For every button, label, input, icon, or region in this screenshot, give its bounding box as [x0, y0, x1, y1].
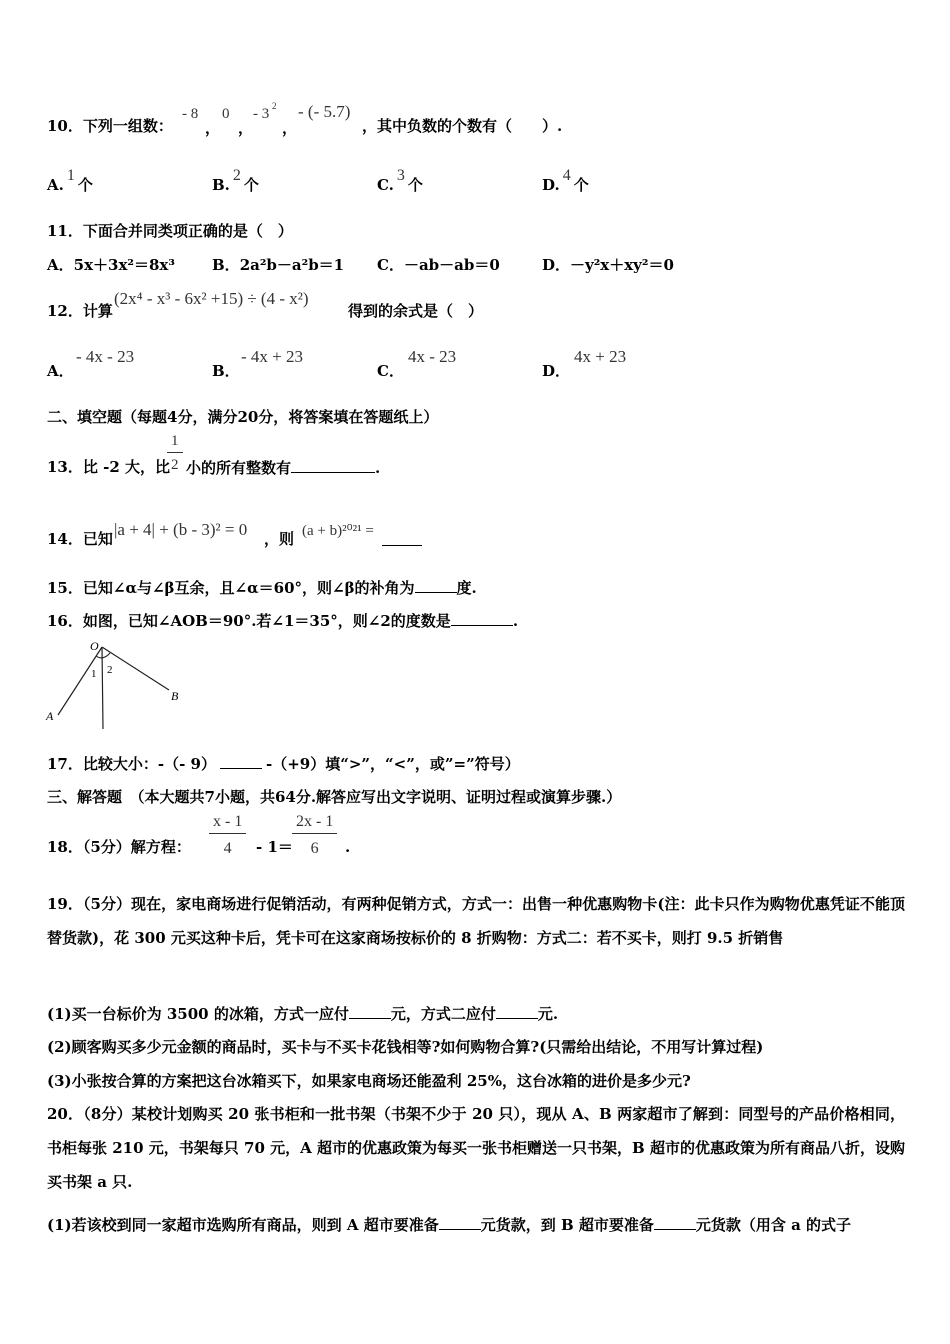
q15-line — [47, 578, 477, 597]
q20-sub-1 — [47, 1215, 851, 1234]
label-o: O — [90, 639, 99, 653]
q19-sub-1 — [47, 1004, 558, 1023]
q10-option-d-unit: 个 — [573, 176, 589, 194]
q17-line — [47, 754, 520, 773]
q20-sub-1-b: 元货款，到 B 超市要准备 — [480, 1216, 654, 1234]
q10-option-d-value: 4 — [562, 167, 571, 184]
q14-expression: |a + 4| + (b - 3)² = 0 — [114, 520, 248, 539]
q18-fraction-2 — [292, 813, 337, 858]
q13-text-b-line — [186, 458, 380, 477]
q11-option-b-expr: 2a²b－a²b＝1 — [239, 256, 345, 274]
q13-fraction — [167, 433, 183, 474]
q10-option-a-letter: A. — [47, 176, 64, 194]
q13-fraction-den: 2 — [171, 457, 179, 473]
q11-option-d-expr: －y²x＋xy²＝0 — [570, 256, 674, 274]
q10-option-b-letter: B. — [212, 176, 230, 194]
q12-option-c-expr: 4x - 23 — [408, 347, 457, 366]
q18-fraction-1 — [209, 813, 246, 858]
q10-num-2: 0 — [222, 106, 230, 122]
q15-number: 15． — [47, 579, 83, 597]
q13-fraction-num: 1 — [171, 433, 179, 449]
q13-text-a: 比 -2 大，比 — [82, 458, 170, 476]
q10-sep-1: ， — [205, 121, 221, 137]
q10-num-3-exp: 2 — [272, 101, 277, 111]
q13-line — [47, 458, 170, 476]
q10-sep-3: ， — [282, 121, 298, 137]
q14-text-b: ，则 — [264, 530, 295, 548]
q10-option-a-value: 1 — [66, 167, 75, 184]
q20-number: 20． — [47, 1105, 84, 1123]
q15-answer-blank[interactable] — [415, 578, 457, 593]
q10-num-1: - 8 — [182, 106, 199, 122]
q10-option-d-letter: D. — [542, 176, 560, 194]
q12-option-c-letter: C． — [377, 362, 404, 380]
q19-sub-1-b: 元，方式二应付 — [390, 1005, 496, 1023]
q10-option-c-unit: 个 — [407, 176, 423, 194]
ray-oc — [102, 647, 103, 729]
q18-mid: - 1＝ — [256, 838, 293, 856]
q11-option-b-letter: B． — [212, 256, 240, 274]
q19-sub-2: (2)顾客购买多少元金额的商品时，买卡与不买卡花钱相等?如何购物合算?(只需给出结论，不用写计算过程) — [47, 1038, 764, 1056]
q12-text-a: 计算 — [82, 302, 113, 320]
q18-fraction-1-den: 4 — [223, 840, 232, 857]
q12-option-a-letter: A． — [47, 362, 74, 380]
q17-text-a: 比较大小：-（- 9） — [82, 755, 216, 773]
q12-option-a-expr: - 4x - 23 — [76, 347, 135, 366]
q12-option-c — [377, 362, 404, 380]
q10-option-c-letter: C. — [377, 176, 394, 194]
q11-option-a-letter: A． — [47, 256, 74, 274]
q18-fraction-2-num: 2x - 1 — [296, 813, 334, 830]
q12-option-b-expr: - 4x + 23 — [241, 347, 303, 366]
q10-option-c-value: 3 — [396, 167, 405, 184]
q20-answer-blank-2[interactable] — [654, 1215, 696, 1230]
q12-line — [47, 302, 113, 320]
q12-option-d-letter: D． — [542, 362, 571, 380]
q10-sep-2: ， — [238, 121, 254, 137]
q10-number: 10． — [47, 117, 83, 135]
q13-text-b: 小的所有整数有 — [186, 459, 292, 477]
q20-text: （8分）某校计划购买 20 张书柜和一批书架（书架不少于 20 只），现从 A、B 两家超市了解到：同型号的产品价格相同，书柜每张 210 元，书架每只 70 元，A 超市的优惠政策为每买一张书柜赠送一只书架，B 超市的优惠政策为所有商品八折，设购买书架 a 只. — [47, 1105, 905, 1191]
section-3-heading: 三、解答题 （本大题共7小题，共64分.解答应写出文字说明、证明过程或演算步骤.） — [47, 788, 622, 806]
q13-end: . — [375, 459, 381, 477]
q14-expression-2: (a + b)²⁰²¹ = — [302, 523, 374, 539]
q13-number: 13． — [47, 458, 83, 476]
label-angle-1: 1 — [91, 668, 97, 680]
q17-answer-blank[interactable] — [220, 754, 262, 769]
q17-text-b: -（+9）填“>”，“<”，或”=”符号） — [266, 755, 520, 773]
q13-answer-blank[interactable] — [291, 458, 375, 473]
q18-fraction-2-den: 6 — [310, 840, 319, 857]
q20-paragraph — [47, 1097, 905, 1199]
q15-end: 度. — [456, 579, 477, 597]
q19-sub-1-a: (1)买一台标价为 3500 的冰箱，方式一应付 — [47, 1005, 349, 1023]
q20-answer-blank-1[interactable] — [439, 1215, 481, 1230]
q10-option-a-unit: 个 — [77, 176, 93, 194]
q10-option-b-value: 2 — [232, 167, 241, 184]
q14-text-a: 已知 — [82, 530, 113, 548]
q10-option-b — [212, 167, 259, 195]
q19-sub-3: (3)小张按合算的方案把这台冰箱买下，如果家电商场还能盈利 25%，这台冰箱的进价是多少元? — [47, 1072, 691, 1090]
label-a: A — [46, 709, 54, 723]
label-angle-2: 2 — [107, 664, 113, 676]
q11-option-a-expr: 5x＋3x²＝8x³ — [73, 256, 175, 274]
q15-text: 已知∠α与∠β互余，且∠α＝60°，则∠β的补角为 — [82, 579, 415, 597]
q16-figure — [40, 636, 190, 736]
q10-text-a: 下列一组数： — [82, 117, 173, 135]
q11-option-c — [377, 256, 500, 274]
q14-answer-blank[interactable] — [382, 531, 422, 546]
q10-line — [47, 117, 173, 135]
q11-option-c-letter: C． — [377, 256, 404, 274]
ray-oa — [58, 647, 102, 715]
q12-option-b-letter: B． — [212, 362, 240, 380]
q12-option-d — [542, 362, 570, 380]
q19-number: 19． — [47, 895, 83, 913]
q12-option-d-expr: 4x + 23 — [574, 347, 627, 366]
q18-text: （5分）解方程： — [82, 838, 191, 856]
q12-option-b — [212, 362, 240, 380]
q11-number: 11． — [47, 222, 83, 240]
q11-option-d — [542, 256, 674, 274]
q19-paragraph — [47, 887, 905, 955]
q10-option-c — [377, 167, 423, 195]
q12-option-a — [47, 362, 74, 380]
q10-num-4: - (- 5.7) — [298, 102, 351, 121]
q11-option-a — [47, 256, 175, 274]
q19-sub-1-c: 元. — [537, 1005, 559, 1023]
q16-answer-blank[interactable] — [451, 611, 513, 626]
q17-number: 17． — [47, 755, 83, 773]
q18-fraction-1-num: x - 1 — [213, 813, 243, 830]
q11-option-d-letter: D． — [542, 256, 571, 274]
q10-num-3: - 3 — [253, 106, 270, 122]
q10-option-d — [542, 167, 589, 195]
q10-text-b: ，其中负数的个数有（ ）. — [362, 117, 563, 135]
q14-number: 14． — [47, 530, 83, 548]
q20-sub-1-c: 元货款（用含 a 的式子 — [695, 1216, 852, 1234]
q18-end: . — [345, 838, 351, 856]
q12-text-b: 得到的余式是（ ） — [348, 302, 484, 320]
q10-option-b-unit: 个 — [243, 176, 259, 194]
q11-option-b — [212, 256, 344, 274]
q16-text: 如图，已知∠AOB＝90°.若∠1＝35°，则∠2的度数是 — [82, 612, 451, 630]
q11-option-c-expr: －ab－ab＝0 — [403, 256, 500, 274]
q19-text: （5分）现在，家电商场进行促销活动，有两种促销方式，方式一：出售一种优惠购物卡(注：此卡只作为购物优惠凭证不能顶替货款)，花 300 元买这种卡后，凭卡可在这家商场按标价的 8 折购物：方式二：若不买卡，则打 9.5 折销售 — [47, 895, 905, 947]
q11-text: 下面合并同类项正确的是（ ） — [82, 222, 293, 240]
q11-line — [47, 222, 293, 240]
q12-expression: (2x⁴ - x³ - 6x² +15) ÷ (4 - x²) — [114, 289, 309, 308]
q19-answer-blank-1[interactable] — [349, 1004, 391, 1019]
q18-number: 18． — [47, 838, 83, 856]
q10-option-a — [47, 167, 93, 195]
q14-line — [47, 530, 113, 548]
q12-number: 12． — [47, 302, 83, 320]
q19-answer-blank-2[interactable] — [496, 1004, 538, 1019]
q16-end: . — [512, 612, 519, 630]
q16-line — [47, 611, 518, 630]
section-2-heading: 二、填空题（每题4分，满分20分，将答案填在答题纸上） — [47, 408, 439, 426]
q18-line — [47, 838, 191, 856]
q20-sub-1-a: (1)若该校到同一家超市选购所有商品，则到 A 超市要准备 — [47, 1216, 439, 1234]
label-b: B — [171, 689, 179, 703]
q16-number: 16． — [47, 612, 83, 630]
